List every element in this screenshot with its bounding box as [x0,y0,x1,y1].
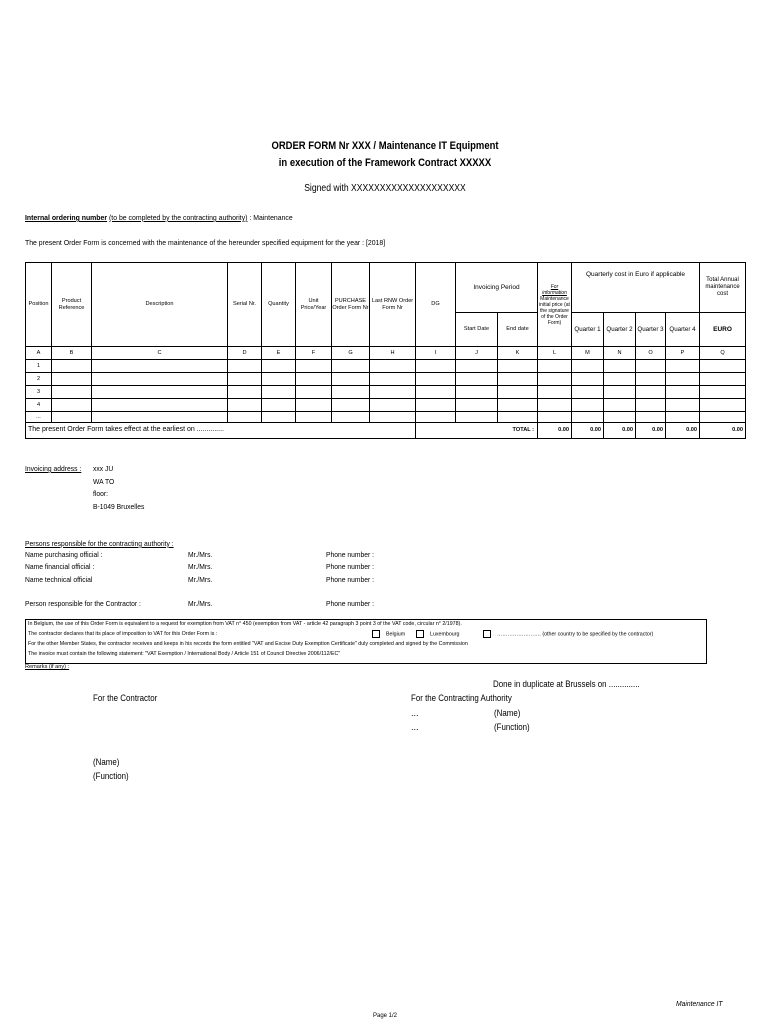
letter-cell: M [572,347,604,360]
table-cell[interactable] [572,360,604,373]
table-cell[interactable] [92,360,228,373]
table-cell[interactable] [700,360,746,373]
takes-effect: The present Order Form takes effect at the earliest on .............. [26,423,416,439]
header-quarter-1: Quarter 1 [572,313,604,347]
header-description: Description [92,263,228,347]
page-number: Page 1/2 [373,1013,398,1019]
remarks-label: Remarks (if any) : [25,664,70,670]
vat-other[interactable] [483,630,653,638]
table-cell[interactable] [416,360,456,373]
footer-maintenance-it: Maintenance IT [676,999,723,1008]
total-q4: 0.00 [666,423,700,439]
table-cell[interactable] [296,386,332,399]
contractor-name: (Name) [93,757,120,767]
table-cell[interactable] [700,399,746,412]
table-row [26,386,746,399]
invoicing-line: WA TO [93,477,115,486]
mrmrs-label: Mr./Mrs. [188,550,213,559]
table-cell[interactable] [572,412,604,423]
title-line-2: in execution of the Framework Contract XXXXX [278,157,492,169]
table-cell[interactable] [456,399,498,412]
table-cell[interactable] [92,386,228,399]
row-position: ... [26,412,52,423]
belgium-checkbox[interactable] [372,630,380,638]
letter-cell: L [538,347,572,360]
table-cell[interactable] [262,399,296,412]
table-cell[interactable] [370,399,416,412]
total-annual: 0.00 [700,423,746,439]
table-cell[interactable] [666,373,700,386]
table-cell[interactable] [92,399,228,412]
table-cell[interactable] [700,412,746,423]
invoicing-address-label: Invoicing address : [25,464,82,473]
header-start-date: Start Date [456,313,498,347]
table-row [26,399,746,412]
total-label: TOTAL : [416,423,538,439]
phone-label: Phone number : [326,550,375,559]
phone-label: Phone number : [326,599,375,608]
table-cell[interactable] [370,386,416,399]
letter-cell: H [370,347,416,360]
table-cell[interactable] [296,399,332,412]
header-unit-price: Unit Price/Year [296,263,332,347]
authority-dots-2: ... [411,722,419,732]
total-row [26,423,746,439]
invoicing-line: B-1049 Bruxelles [93,502,145,511]
header-quarter-4: Quarter 4 [666,313,700,347]
header-maintenance-initial-text: Maintenance initial price (at the signature of the Order Form) [539,295,570,326]
letter-cell: B [52,347,92,360]
vat-belgium[interactable] [372,630,405,638]
luxembourg-label: Luxembourg [430,631,460,638]
table-cell[interactable] [370,412,416,423]
table-cell[interactable] [498,373,538,386]
title-line-1: ORDER FORM Nr XXX / Maintenance IT Equipment [271,140,499,152]
contractor-function: (Function) [93,771,129,781]
table-cell[interactable] [604,412,636,423]
table-row [26,373,746,386]
header-dg: DG [416,263,456,347]
internal-ordering [25,213,293,222]
letter-cell: C [92,347,228,360]
row-position: 4 [26,399,52,412]
table-row [26,412,746,423]
vat-line-1: In Belgium, the use of this Order Form is equivalent to a request for exemption from VAT n° 450 (exemption from VAT - article 42 paragraph 3 point 3 of the VAT code, circular n° 2/1978). [28,621,462,627]
table-cell[interactable] [700,373,746,386]
table-cell[interactable] [228,412,262,423]
equipment-table [25,262,746,439]
table-cell[interactable] [572,399,604,412]
letter-cell: G [332,347,370,360]
header-serial-nr: Serial Nr. [228,263,262,347]
table-cell[interactable] [52,399,92,412]
done-in-duplicate: Done in duplicate at Brussels on .............. [493,679,640,689]
table-cell[interactable] [572,373,604,386]
letter-cell: O [636,347,666,360]
mrmrs-label: Mr./Mrs. [188,575,213,584]
contractor-person: Person responsible for the Contractor : [25,599,141,608]
total-q2: 0.00 [604,423,636,439]
internal-ordering-value: : Maintenance [247,213,293,222]
table-cell[interactable] [228,399,262,412]
header-total-annual: Total Annual maintenance cost [700,263,746,313]
table-cell[interactable] [604,360,636,373]
table-cell[interactable] [604,373,636,386]
table-cell[interactable] [636,373,666,386]
table-cell[interactable] [228,360,262,373]
table-cell[interactable] [296,412,332,423]
letters-row [26,347,746,360]
header-last-rnw: Last RNW Order Form Nr [370,263,416,347]
table-cell[interactable] [636,412,666,423]
internal-ordering-note: (to be completed by the contracting authority) [108,213,248,222]
table-cell[interactable] [666,360,700,373]
vat-line-2: The contractor declares that its place of imposition to VAT for this Order Form is : [28,631,218,637]
letter-cell: F [296,347,332,360]
authority-dots-1: ... [411,708,419,718]
table-cell[interactable] [636,386,666,399]
table-cell[interactable] [538,412,572,423]
table-cell[interactable] [700,386,746,399]
letter-cell: E [262,347,296,360]
table-cell[interactable] [498,360,538,373]
letter-cell: D [228,347,262,360]
table-cell[interactable] [296,373,332,386]
header-quarterly-cost: Quarterly cost in Euro if applicable [572,263,700,313]
table-cell[interactable] [262,386,296,399]
table-cell[interactable] [416,373,456,386]
table-cell[interactable] [456,412,498,423]
table-cell[interactable] [262,373,296,386]
header-invoicing-period: Invoicing Period [456,263,538,313]
belgium-label: Belgium [386,631,406,638]
letter-cell: P [666,347,700,360]
table-cell[interactable] [52,360,92,373]
persons-heading: Persons responsible for the contracting authority : [25,539,174,548]
header-product-reference: Product Reference [52,263,92,347]
for-contracting-authority: For the Contracting Authority [411,693,512,703]
row-position: 2 [26,373,52,386]
table-cell[interactable] [228,373,262,386]
table-cell[interactable] [370,373,416,386]
table-cell[interactable] [332,412,370,423]
table-cell[interactable] [572,386,604,399]
table-cell[interactable] [498,399,538,412]
vat-luxembourg[interactable] [416,630,459,638]
authority-name: (Name) [494,708,521,718]
mrmrs-label: Mr./Mrs. [188,599,213,608]
row-position: 1 [26,360,52,373]
vat-line-4: The invoice must contain the following statement: "VAT Exemption / International Body / Article 151 of Council Directive 2006/112/EC" [28,651,341,657]
total-q3: 0.00 [636,423,666,439]
header-position: Position [26,263,52,347]
letter-cell: K [498,347,538,360]
header-purchase-order: PURCHASE Order Form Nr [332,263,370,347]
header-euro: EURO [700,313,746,347]
header-quarter-3: Quarter 3 [636,313,666,347]
financial-official: Name financial official : [25,562,95,571]
header-maintenance-initial [538,263,572,347]
table-cell[interactable] [636,399,666,412]
header-for-information: For information [542,283,567,296]
letter-cell: I [416,347,456,360]
invoicing-line: floor: [93,489,109,498]
table-cell[interactable] [538,373,572,386]
total-q1: 0.00 [572,423,604,439]
concern-text: The present Order Form is concerned with the maintenance of the hereunder specified equipment for the year : [2018] [25,238,386,247]
table-cell[interactable] [416,399,456,412]
letter-cell: A [26,347,52,360]
table-cell[interactable] [636,360,666,373]
table-cell[interactable] [262,412,296,423]
table-cell[interactable] [370,360,416,373]
table-cell[interactable] [228,386,262,399]
table-cell[interactable] [538,399,572,412]
table-cell[interactable] [538,360,572,373]
table-cell[interactable] [92,412,228,423]
purchasing-official: Name purchasing official : [25,550,103,559]
table-cell[interactable] [416,412,456,423]
table-cell[interactable] [262,360,296,373]
letter-cell: Q [700,347,746,360]
header-end-date: End date [498,313,538,347]
table-cell[interactable] [332,373,370,386]
table-cell[interactable] [498,412,538,423]
letter-cell: N [604,347,636,360]
header-quantity: Quantity [262,263,296,347]
table-cell[interactable] [92,373,228,386]
signed-with: Signed with XXXXXXXXXXXXXXXXXXXX [304,183,466,194]
vat-line-3: For the other Member States, the contractor receives and keeps in his records the form entitled "VAT and Excise Duty Exemption Certificate" duly completed and signed by the Commission [28,641,468,647]
mrmrs-label: Mr./Mrs. [188,562,213,571]
table-cell[interactable] [456,386,498,399]
letter-cell: J [456,347,498,360]
table-cell[interactable] [416,386,456,399]
table-cell[interactable] [666,386,700,399]
table-cell[interactable] [52,412,92,423]
table-cell[interactable] [604,386,636,399]
table-cell[interactable] [52,386,92,399]
table-cell[interactable] [538,386,572,399]
table-cell[interactable] [498,386,538,399]
table-cell[interactable] [332,399,370,412]
invoicing-line: xxx JU [93,464,114,473]
internal-ordering-label: Internal ordering number [25,213,108,222]
table-cell[interactable] [604,399,636,412]
table-cell[interactable] [296,360,332,373]
technical-official: Name technical official [25,575,93,584]
header-quarter-2: Quarter 2 [604,313,636,347]
total-initial: 0.00 [538,423,572,439]
table-cell[interactable] [666,412,700,423]
table-cell[interactable] [456,373,498,386]
phone-label: Phone number : [326,575,375,584]
for-contractor: For the Contractor [93,693,158,703]
other-country-label: ……………………. (other country to be specified by the contractor) [497,631,654,638]
luxembourg-checkbox[interactable] [416,630,424,638]
table-cell[interactable] [52,373,92,386]
table-cell[interactable] [332,386,370,399]
row-position: 3 [26,386,52,399]
table-cell[interactable] [666,399,700,412]
table-row [26,360,746,373]
table-cell[interactable] [456,360,498,373]
other-country-checkbox[interactable] [483,630,491,638]
table-cell[interactable] [332,360,370,373]
phone-label: Phone number : [326,562,375,571]
authority-function: (Function) [494,722,530,732]
vat-box [25,619,707,664]
